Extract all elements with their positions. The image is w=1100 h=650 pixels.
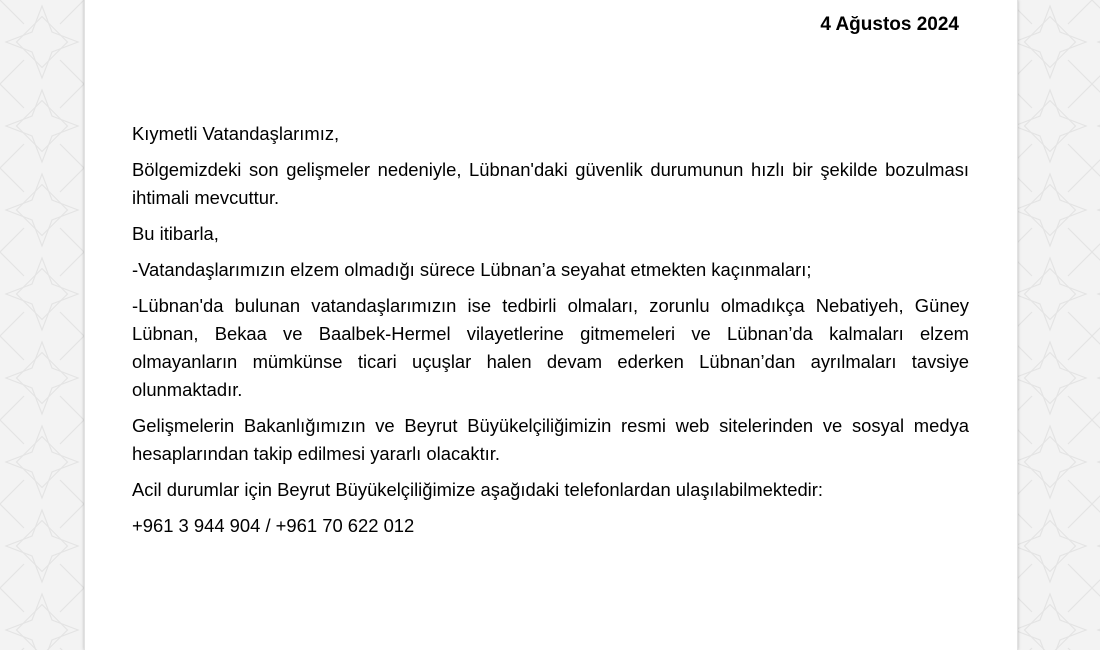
paragraph-situation: Bölgemizdeki son gelişmeler nedeniyle, Lübnan'daki güvenlik durumunun hızlı bir şekilde bozulması ihtimali mevcuttur. (132, 159, 969, 208)
letter-body (132, 120, 969, 548)
salutation: Kıymetli Vatandaşlarımız, (132, 123, 340, 144)
letter-page (84, 0, 1018, 650)
emergency-phone-numbers: +961 3 944 904 / +961 70 622 012 (132, 515, 415, 536)
paragraph-follow-updates: Gelişmelerin Bakanlığımızın ve Beyrut Büyükelçiliğimizin resmi web sitelerinden ve sosyal medya hesaplarından takip edilmesi yararlı olacaktır. (132, 415, 969, 464)
paragraph-therefore: Bu itibarla, (132, 223, 219, 244)
letter-date: 4 Ağustos 2024 (820, 14, 959, 35)
paragraph-avoid-travel: -Vatandaşlarımızın elzem olmadığı sürece Lübnan’a seyahat etmekten kaçınmaları; (132, 259, 812, 280)
paragraph-citizens-in-lebanon: -Lübnan'da bulunan vatandaşlarımızın ise tedbirli olmaları, zorunlu olmadıkça Nebatiyeh, Güney Lübnan, Bekaa ve Baalbek-Hermel vilayetlerine gitmemeleri ve Lübnan’da kalmaları elzem olmayanların mümkünse ticari uçuşlar halen devam ederken Lübnan’dan ayrılmaları tavsiye olunmaktadır. (132, 295, 969, 400)
paragraph-emergency-contact: Acil durumlar için Beyrut Büyükelçiliğimize aşağıdaki telefonlardan ulaşılabilmektedir: (132, 479, 823, 500)
